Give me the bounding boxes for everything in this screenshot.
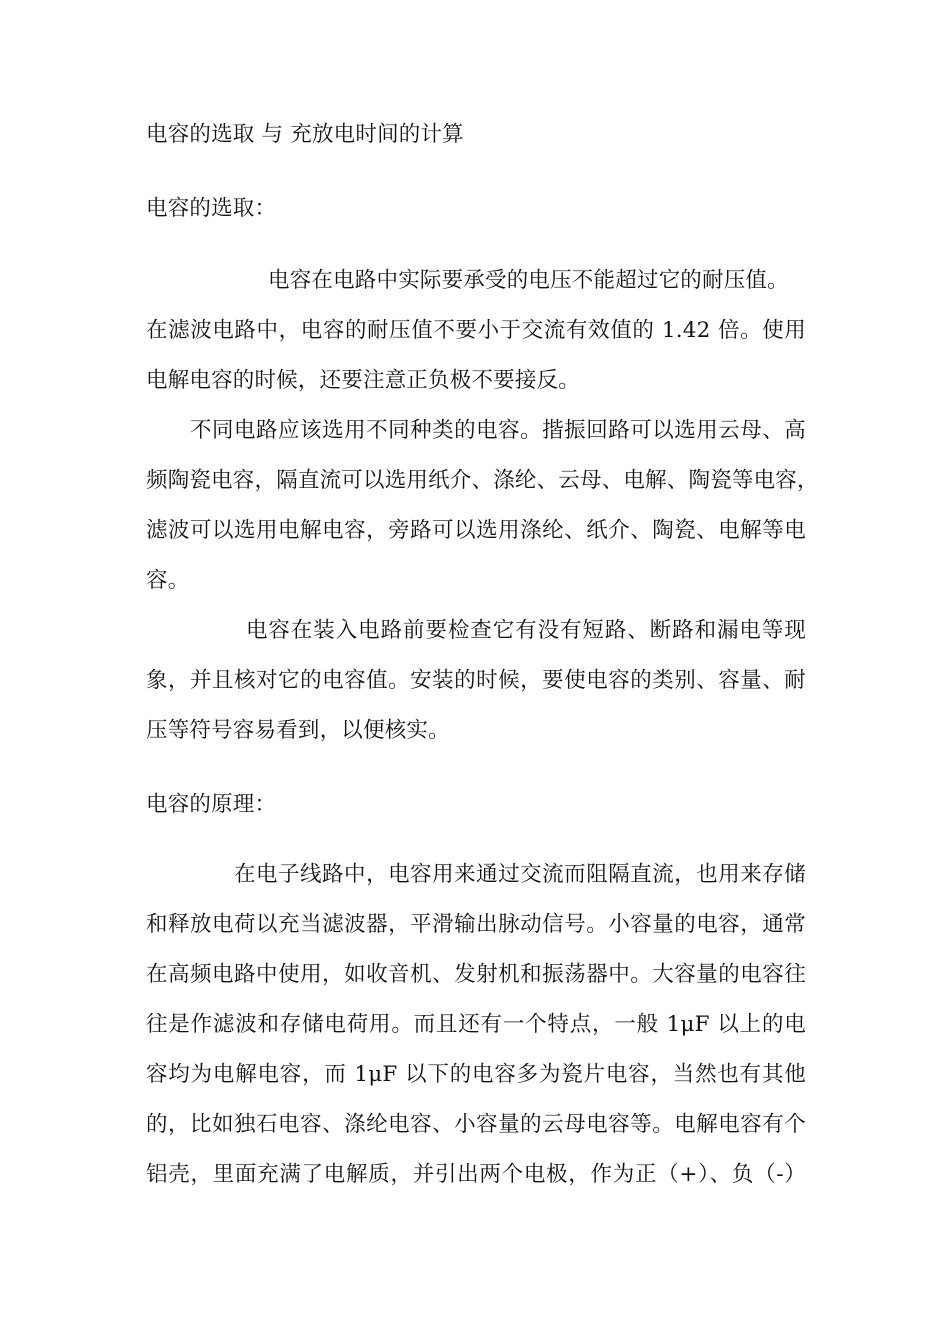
section-heading-selection: 电容的选取： bbox=[146, 196, 277, 221]
paragraph-line: 频陶瓷电容，隔直流可以选用纸介、涤纶、云母、电解、陶瓷等电容， bbox=[146, 468, 819, 493]
paragraph-line: 容。 bbox=[146, 568, 190, 593]
paragraph-line: 在高频电路中使用，如收音机、发射机和振荡器中。大容量的电容往 bbox=[146, 962, 806, 987]
paragraph-line: 的，比如独石电容、涤纶电容、小容量的云母电容等。电解电容有个 bbox=[146, 1112, 806, 1137]
paragraph-line: 电解电容的时候，还要注意正负极不要接反。 bbox=[146, 368, 581, 393]
paragraph-line: 在电子线路中，电容用来通过交流而阻隔直流，也用来存储 bbox=[234, 862, 806, 887]
paragraph-line: 压等符号容易看到，以便核实。 bbox=[146, 718, 450, 743]
paragraph-line: 铝壳，里面充满了电解质，并引出两个电极，作为正（+）、负（-） bbox=[146, 1162, 806, 1187]
paragraph-line: 往是作滤波和存储电荷用。而且还有一个特点，一般 1μF 以上的电 bbox=[146, 1012, 806, 1037]
paragraph-line: 滤波可以选用电解电容，旁路可以选用涤纶、纸介、陶瓷、电解等电 bbox=[146, 518, 806, 543]
paragraph-line: 电容在电路中实际要承受的电压不能超过它的耐压值。 bbox=[268, 268, 789, 293]
paragraph-line: 容均为电解电容，而 1μF 以下的电容多为瓷片电容，当然也有其他 bbox=[146, 1062, 806, 1087]
document-title: 电容的选取 与 充放电时间的计算 bbox=[146, 122, 464, 147]
paragraph-line: 在滤波电路中，电容的耐压值不要小于交流有效值的 1.42 倍。使用 bbox=[146, 318, 806, 343]
section-heading-principle: 电容的原理： bbox=[146, 792, 277, 817]
paragraph-line: 电容在装入电路前要检查它有没有短路、断路和漏电等现 bbox=[246, 618, 806, 643]
paragraph-line: 不同电路应该选用不同种类的电容。揩振回路可以选用云母、高 bbox=[190, 418, 806, 443]
paragraph-line: 和释放电荷以充当滤波器，平滑输出脉动信号。小容量的电容，通常 bbox=[146, 912, 806, 937]
paragraph-line: 象，并且核对它的电容值。安装的时候，要使电容的类别、容量、耐 bbox=[146, 668, 806, 693]
